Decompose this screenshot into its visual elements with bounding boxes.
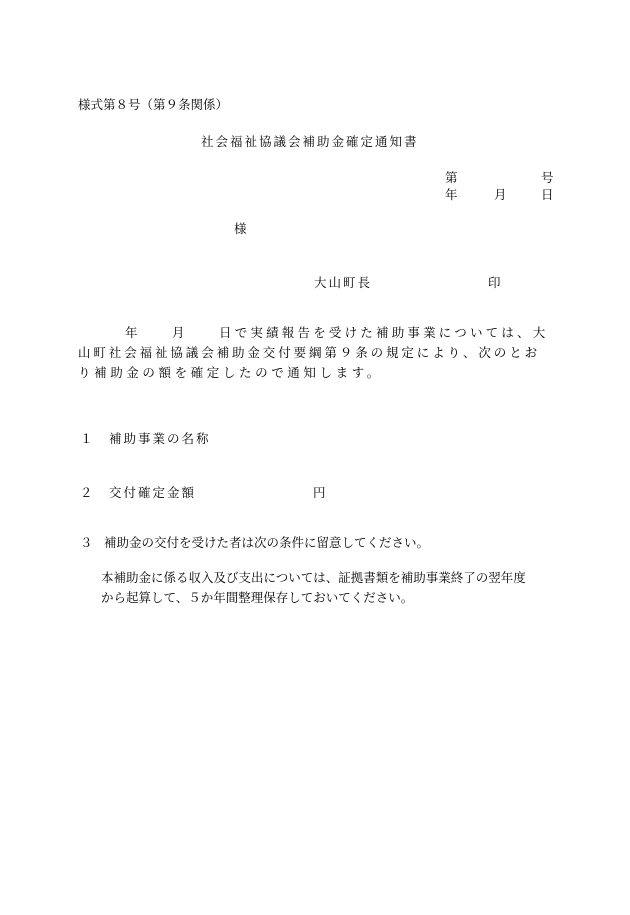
item-2-number: ２ [80, 485, 93, 500]
item-2-label: 交付確定金額 [109, 485, 197, 500]
body-line-1: 日で実績報告を受けた補助事業については、大 [219, 325, 549, 340]
condition-line-2: から起算して、５か年間整理保存しておいてください。 [101, 590, 414, 605]
body-line-3: り補助金の額を確定したので通知します。 [78, 365, 383, 380]
item-1-number: １ [80, 431, 93, 446]
item-1-label: 補助事業の名称 [109, 431, 211, 446]
doc-number-dai: 第 [445, 170, 458, 185]
date-day-label: 日 [541, 187, 554, 202]
item-3-label: 補助金の交付を受けた者は次の条件に留意してください。 [104, 535, 430, 550]
form-label: 様式第８号（第９条関係） [78, 97, 229, 112]
issuer-name: 大山町長 [314, 275, 373, 290]
doc-number-go: 号 [541, 170, 554, 185]
date-year-label: 年 [445, 187, 458, 202]
body-line-2: 山町社会福祉協議会補助金交付要綱第９条の規定により、次のとお [78, 345, 541, 360]
condition-line-1: 本補助金に係る収入及び支出については、証拠書類を補助事業終了の翌年度 [101, 570, 526, 585]
item-2-unit: 円 [313, 485, 326, 500]
body-month-label: 月 [172, 325, 187, 340]
issuer-seal: 印 [488, 275, 501, 290]
addressee-suffix: 様 [234, 221, 247, 236]
body-year-label: 年 [125, 325, 140, 340]
item-3-number: ３ [80, 535, 93, 550]
page-title: 社会福祉協議会補助金確定通知書 [201, 134, 419, 149]
date-month-label: 月 [494, 187, 507, 202]
